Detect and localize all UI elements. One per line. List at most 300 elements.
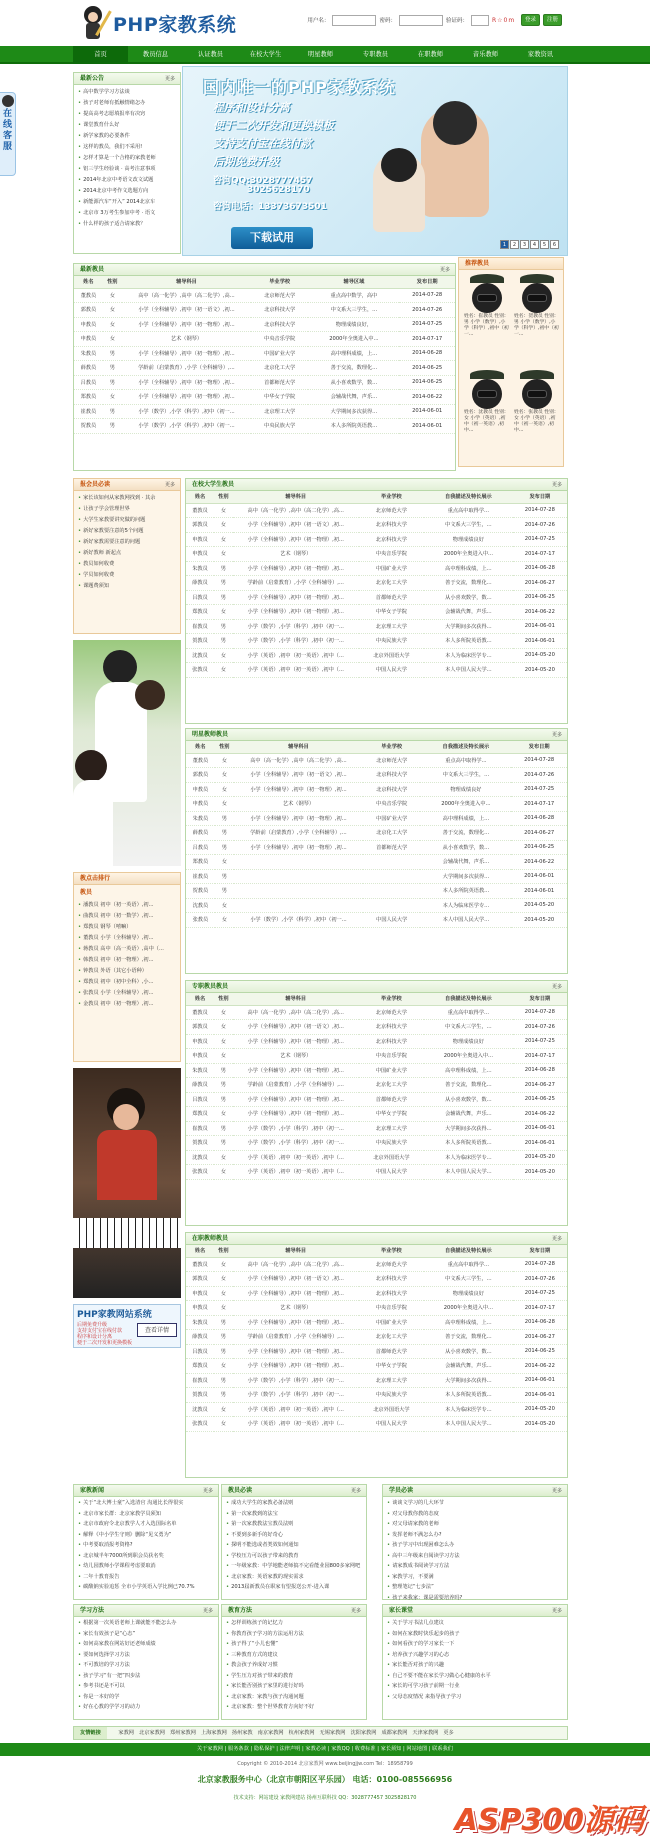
login-button[interactable]: 登录: [521, 14, 540, 26]
table-row[interactable]: [74, 346, 455, 361]
table-cell[interactable]: 董教员: [186, 1257, 214, 1272]
news-item[interactable]: • 家长的可学习孩子前期一行业: [387, 1681, 563, 1692]
table-row[interactable]: [186, 1121, 567, 1136]
newest-teachers-box: [73, 263, 456, 471]
table-cell[interactable]: 朱教员: [74, 346, 103, 361]
table-cell[interactable]: 薛教员: [186, 826, 215, 841]
table-row[interactable]: [186, 1286, 567, 1301]
nav-item-students[interactable]: 在校大学生: [249, 51, 282, 58]
news-item[interactable]: • 发挥老师不满怎么办?: [387, 1530, 563, 1541]
news-item[interactable]: • 中考要取消报考资格?: [78, 1540, 214, 1551]
table-cell[interactable]: 贺教员: [186, 634, 214, 649]
news-item[interactable]: • 北京城半年7000所到职会员获名奖: [78, 1551, 214, 1562]
table-row[interactable]: [186, 1344, 567, 1359]
nav-item-music[interactable]: 音乐教师: [472, 51, 499, 58]
table-cell[interactable]: 沈教员: [186, 1150, 214, 1165]
news-item[interactable]: • 家长能否别孩子家里的进行好吗: [226, 1681, 362, 1692]
nav-item-news[interactable]: 家教资讯: [527, 51, 554, 58]
news-item[interactable]: • 教会孩子养成好习惯: [226, 1660, 362, 1671]
banner-pager: [500, 240, 559, 249]
news-item[interactable]: • 自己不要不能在家长学习做心心健康的水平: [387, 1671, 563, 1682]
table-cell: 女: [103, 288, 122, 303]
list-item[interactable]: • 新好教师 新起点: [78, 548, 176, 559]
fulltime-more-link[interactable]: 更多: [551, 984, 562, 990]
news-item[interactable]: • 孩子来我家：课是需要培养吗?: [387, 1593, 563, 1604]
news-item[interactable]: • 要如何选择学习方法: [78, 1650, 214, 1661]
recommend-card[interactable]: [513, 274, 561, 339]
table-cell[interactable]: 薛教员: [74, 361, 103, 376]
list-item[interactable]: • 蒋教员 高中（高一英语）,高中（...: [78, 944, 176, 955]
friend-link[interactable]: 上海家教网: [200, 1730, 227, 1736]
list-item[interactable]: • 这样的教员，我们不采用!: [78, 142, 176, 153]
table-cell[interactable]: 申教员: [186, 1286, 214, 1301]
news-item[interactable]: • 学生压力对孩子带来的教育: [226, 1671, 362, 1682]
news-item[interactable]: • 如何在家教时快乐起步的孩子: [387, 1629, 563, 1640]
table-cell: 2000年全奥进入中...: [424, 1301, 513, 1316]
table-cell[interactable]: 吕教员: [186, 1092, 214, 1107]
list-item[interactable]: • 大学生家教要讲究做的问题: [78, 515, 176, 526]
nav-item-teachers[interactable]: 教员信息: [142, 51, 169, 58]
notice-more-link[interactable]: 更多: [164, 76, 175, 82]
table-cell[interactable]: 吕教员: [186, 1344, 214, 1359]
news-item[interactable]: • 你教育孩子学习的方法运用方法: [226, 1629, 362, 1640]
table-cell[interactable]: 吕教员: [186, 590, 214, 605]
table-cell[interactable]: 郭教员: [186, 518, 214, 533]
table-cell: 艺术（钢琴）: [233, 1301, 359, 1316]
news-item[interactable]: • 家教学习，不要满: [387, 1572, 563, 1583]
banner-page-button[interactable]: 4: [530, 240, 539, 249]
news-item[interactable]: • 高中三年级来自阅读学习方法: [387, 1551, 563, 1562]
avatar-icon: [472, 379, 502, 409]
news-item[interactable]: • 培养孩子兴趣学习的心态: [387, 1650, 563, 1661]
news-item[interactable]: • 碳酸钠实验追惩 全市小学英语入学比例已70.7%: [78, 1582, 214, 1593]
table-cell[interactable]: 崔教员: [186, 619, 214, 634]
table-row[interactable]: [186, 1107, 567, 1122]
table-row[interactable]: [186, 518, 567, 533]
table-cell[interactable]: 郑教员: [186, 605, 214, 620]
table-row[interactable]: [186, 648, 567, 663]
list-item[interactable]: • 潘教员 初中（初一英语）,初...: [78, 900, 176, 911]
table-cell: 2014-06-28: [513, 1315, 567, 1330]
list-item[interactable]: • 郑教员 钢琴（嘻嘛）: [78, 922, 176, 933]
news-item[interactable]: • 关于“北大博士童”入选清官 沟通比长得很实: [78, 1498, 214, 1509]
list-item[interactable]: • 北京市 3万考生参加中考 · 语文: [78, 208, 176, 219]
news-more-link[interactable]: 更多: [202, 1488, 213, 1494]
banner-page-button[interactable]: 6: [550, 240, 559, 249]
table-row[interactable]: [186, 1388, 567, 1403]
table-cell[interactable]: 崔教员: [186, 1373, 214, 1388]
table-cell[interactable]: 张教员: [186, 913, 215, 928]
table-row[interactable]: [186, 663, 567, 678]
table-row[interactable]: [186, 532, 567, 547]
table-cell: 高中理科成绩，上...: [420, 811, 511, 826]
table-cell: 北京科技大学: [359, 1034, 424, 1049]
table-cell: 高中（高一化学）,高中（高二化学）,高...: [233, 1257, 359, 1272]
recommend-box: [458, 257, 564, 467]
news-more-link[interactable]: 更多: [350, 1608, 361, 1614]
password-input[interactable]: [399, 15, 443, 26]
table-cell[interactable]: 郑教员: [186, 1107, 214, 1122]
table-cell[interactable]: 贺教员: [186, 1136, 214, 1151]
table-cell: 男: [214, 561, 233, 576]
list-item[interactable]: • 张教员 小学（全科辅导）,初...: [78, 988, 176, 999]
table-cell: 女: [214, 1107, 233, 1122]
table-cell[interactable]: 申教员: [186, 797, 215, 812]
list-item[interactable]: • 课题费须知: [78, 581, 176, 592]
table-cell[interactable]: 申教员: [186, 1034, 214, 1049]
table-cell: 2014-07-26: [511, 768, 567, 783]
table-cell[interactable]: 崔教员: [74, 404, 103, 419]
list-item[interactable]: • 金教员 初中（初一物理）,初...: [78, 999, 176, 1010]
table-cell: 2014-06-01: [513, 1373, 567, 1388]
friend-link[interactable]: 天津家教网: [412, 1730, 439, 1736]
campus-more-link[interactable]: 更多: [551, 482, 562, 488]
nav-item-home[interactable]: 首页: [73, 46, 128, 64]
table-cell[interactable]: 朱教员: [186, 1315, 214, 1330]
table-cell[interactable]: 郑教员: [186, 855, 215, 870]
table-row[interactable]: [74, 361, 455, 376]
table-cell[interactable]: 郭教员: [186, 768, 215, 783]
incumbent-teachers-box: [185, 1232, 568, 1478]
news-item[interactable]: • 你是一本好的学: [78, 1692, 214, 1703]
news-item[interactable]: • 家长有效孩子是“心态”: [78, 1629, 214, 1640]
news-box-title: 教员必读: [228, 1487, 253, 1494]
news-item[interactable]: • 解释《中小学生守则》删除“见义勇为”: [78, 1530, 214, 1541]
table-row[interactable]: [186, 1034, 567, 1049]
news-item[interactable]: • 北京市政府令北京教学人才入选国际名单: [78, 1519, 214, 1530]
table-cell[interactable]: 贺教员: [186, 884, 215, 899]
table-row[interactable]: [186, 1417, 567, 1432]
recommend-card[interactable]: [513, 370, 561, 435]
list-item[interactable]: • 孩子对老师有抵触情绪怎办: [78, 98, 176, 109]
table-cell[interactable]: 郑教员: [74, 390, 103, 405]
table-row[interactable]: [186, 797, 567, 812]
table-row[interactable]: [186, 1063, 567, 1078]
table-cell[interactable]: 申教员: [74, 317, 103, 332]
news-item[interactable]: • 不要到多新手的好奇心: [226, 1530, 362, 1541]
username-input[interactable]: [332, 15, 376, 26]
table-row[interactable]: [74, 303, 455, 318]
table-cell: 小学（数学）,小学（科学）,初中（初一...: [234, 913, 363, 928]
news-item[interactable]: • 北京家教：整个世界教育方向好不好: [226, 1702, 362, 1713]
news-item[interactable]: • 参考书还是不可以: [78, 1681, 214, 1692]
table-cell: 女: [215, 768, 234, 783]
table-cell[interactable]: 朱教员: [186, 811, 215, 826]
table-cell[interactable]: 沈教员: [186, 898, 215, 913]
nav-item-incumbent[interactable]: 在职教师: [417, 51, 444, 58]
table-cell[interactable]: 申教员: [74, 332, 103, 347]
nav-item-star[interactable]: 明星教师: [307, 51, 334, 58]
table-row[interactable]: [186, 576, 567, 591]
table-cell[interactable]: 崔教员: [186, 1121, 214, 1136]
footer-nav[interactable]: 关于家教网 | 服务条款 | 隐私保护 | 法律声明 | 家教必读 | 家教QQ | 收费标准 | 家长须知 | 网站地图 | 联系我们: [0, 1743, 650, 1756]
table-cell: 小学（全科辅导）,初中（初一物理）,初...: [234, 811, 363, 826]
list-item[interactable]: • 新好家教需要注意的问题: [78, 537, 176, 548]
table-cell[interactable]: 郭教员: [74, 303, 103, 318]
register-button[interactable]: 注册: [543, 14, 562, 26]
table-cell[interactable]: 朱教员: [186, 1063, 214, 1078]
friend-link[interactable]: 郑州家教网: [169, 1730, 196, 1736]
table-row[interactable]: [186, 1078, 567, 1093]
list-item[interactable]: • 教员如何收费: [78, 559, 176, 570]
must-read-more-link[interactable]: 更多: [164, 482, 175, 488]
table-row[interactable]: [186, 1330, 567, 1345]
table-cell: 北京化工大学: [359, 1078, 424, 1093]
logo-text[interactable]: PHP家教系统: [113, 14, 237, 36]
table-row[interactable]: [74, 419, 455, 434]
table-cell: 重点高中取得学...: [424, 1005, 513, 1020]
news-item[interactable]: • 对父母请家教的老师: [387, 1519, 563, 1530]
news-item[interactable]: • 二年十教育报告: [78, 1572, 214, 1583]
table-row[interactable]: [186, 826, 567, 841]
friend-link[interactable]: 家教网: [118, 1730, 134, 1736]
news-more-link[interactable]: 更多: [202, 1608, 213, 1614]
table-cell: 男: [215, 811, 234, 826]
ad-detail-button[interactable]: 查看详情: [137, 1323, 177, 1337]
table-cell[interactable]: 沈教员: [186, 1402, 214, 1417]
table-row[interactable]: [186, 1272, 567, 1287]
table-cell: 首都师范大学: [363, 840, 420, 855]
table-row[interactable]: [186, 753, 567, 768]
table-row[interactable]: [186, 1049, 567, 1064]
table-cell[interactable]: 沈教员: [186, 648, 214, 663]
news-item[interactable]: • 如何高家教在网站好还老师成绩: [78, 1639, 214, 1650]
table-row[interactable]: [74, 332, 455, 347]
news-item[interactable]: • 北京家教：家教与孩子沟通问题: [226, 1692, 362, 1703]
table-cell[interactable]: 吕教员: [186, 840, 215, 855]
news-item[interactable]: • 如何看孩子的学习家长一下: [387, 1639, 563, 1650]
list-item[interactable]: • 曲教员 初中（初一数学）,初...: [78, 911, 176, 922]
news-more-link[interactable]: 更多: [350, 1488, 361, 1494]
download-trial-button[interactable]: 下载试用: [231, 227, 313, 249]
news-item[interactable]: • 谈谈文学习的几大环节: [387, 1498, 563, 1509]
table-cell: 男: [215, 840, 234, 855]
table-row[interactable]: [186, 1165, 567, 1180]
banner-page-button[interactable]: 1: [500, 240, 509, 249]
news-item[interactable]: • 根据第一次英语老师上课就能不能怎么办: [78, 1618, 214, 1629]
ad-line-3: 程序和设计分离: [77, 1334, 113, 1340]
banner-page-button[interactable]: 2: [510, 240, 519, 249]
table-row[interactable]: [186, 1136, 567, 1151]
list-item[interactable]: • 让孩子学会管理世界: [78, 504, 176, 515]
table-cell[interactable]: 董教员: [74, 288, 103, 303]
table-cell: 2014-05-20: [513, 1402, 567, 1417]
incumbent-more-link[interactable]: 更多: [551, 1236, 562, 1242]
table-cell[interactable]: 张教员: [186, 1165, 214, 1180]
list-item[interactable]: • 2014年北京中考语文改文试题: [78, 175, 176, 186]
news-item[interactable]: • 探明不能选或者类效如何通知: [226, 1540, 362, 1551]
table-cell[interactable]: 吕教员: [74, 375, 103, 390]
list-item[interactable]: • 新学家教的必要条件: [78, 131, 176, 142]
table-cell[interactable]: 申教员: [186, 782, 215, 797]
table-row[interactable]: [186, 884, 567, 899]
friend-link[interactable]: 沈阳家教网: [350, 1730, 377, 1736]
news-item[interactable]: • 2013届新教员在职家有望报送公开-进入课: [226, 1582, 362, 1593]
news-box-title: 学员必读: [389, 1487, 414, 1494]
news-item[interactable]: • 不可教培的学习方法: [78, 1660, 214, 1671]
banner-page-button[interactable]: 5: [540, 240, 549, 249]
list-item[interactable]: • 铝三学生经验谈 · 高考注意事项: [78, 164, 176, 175]
news-item[interactable]: • 北京家教：英语家教的现实需求: [226, 1572, 362, 1583]
table-cell[interactable]: 郭教员: [186, 1020, 214, 1035]
table-cell[interactable]: 郑教员: [186, 1359, 214, 1374]
table-cell: 本人中国人民大学...: [420, 913, 511, 928]
friend-link[interactable]: 扬州家教: [231, 1730, 253, 1736]
table-cell[interactable]: 申教员: [186, 547, 214, 562]
newest-more-link[interactable]: 更多: [439, 267, 450, 273]
table-cell[interactable]: 郭教员: [186, 1272, 214, 1287]
star-more-link[interactable]: 更多: [551, 732, 562, 738]
table-row[interactable]: [186, 1257, 567, 1272]
table-cell: 重点高中取得学...: [420, 753, 511, 768]
table-row[interactable]: [186, 840, 567, 855]
table-row[interactable]: [186, 782, 567, 797]
news-item[interactable]: • 请家教成书阅读学习方法: [387, 1561, 563, 1572]
table-row[interactable]: [186, 590, 567, 605]
username-label: 用户名：: [307, 18, 330, 24]
list-item[interactable]: • 新能源汽车“开入” 2014北京车: [78, 197, 176, 208]
list-item[interactable]: • 韩教员 初中（初一物理）,初...: [78, 955, 176, 966]
list-item[interactable]: • 提高高考志愿填报率有决窍: [78, 109, 176, 120]
table-cell[interactable]: 董教员: [186, 1005, 214, 1020]
list-item[interactable]: • 高中数学学习方法谈: [78, 87, 176, 98]
table-row[interactable]: [186, 1359, 567, 1374]
table-cell: 女: [214, 1359, 233, 1374]
table-row[interactable]: [186, 1092, 567, 1107]
captcha-input[interactable]: [471, 15, 489, 26]
table-cell[interactable]: 张教员: [186, 663, 214, 678]
table-row[interactable]: [186, 547, 567, 562]
table-cell[interactable]: 申教员: [186, 1301, 214, 1316]
table-row[interactable]: [186, 634, 567, 649]
table-cell: 男: [214, 1330, 233, 1345]
table-row[interactable]: [186, 855, 567, 870]
news-item[interactable]: • 孩子学习“有一把”四步法: [78, 1671, 214, 1682]
news-item[interactable]: • 一年级家教：中学地能老师搞不完看能业园800多家网吧: [226, 1561, 362, 1572]
table-row[interactable]: [186, 1373, 567, 1388]
table-row[interactable]: [186, 561, 567, 576]
friend-link[interactable]: 杭州家教网: [288, 1730, 315, 1736]
news-item[interactable]: • 孩子得了“小儿也懂”: [226, 1639, 362, 1650]
news-item[interactable]: • 好在心教的学学习的动力: [78, 1702, 214, 1713]
friend-link[interactable]: 成都家教网: [381, 1730, 408, 1736]
list-item[interactable]: • 家长该如何从家教网找到 · 其余: [78, 493, 176, 504]
news-item[interactable]: • 怎样训练孩子的记忆力: [226, 1618, 362, 1629]
table-cell[interactable]: 薛教员: [186, 576, 214, 591]
list-item[interactable]: • 2014北京中考作文选题方向: [78, 186, 176, 197]
list-item[interactable]: • 学员如何收费: [78, 570, 176, 581]
news-item[interactable]: • 三种教育方式的建议: [226, 1650, 362, 1661]
table-row[interactable]: [186, 503, 567, 518]
friend-link[interactable]: 更多: [443, 1730, 454, 1736]
table-cell[interactable]: 张教员: [186, 1417, 214, 1432]
table-row[interactable]: [74, 404, 455, 419]
captcha-image[interactable]: R☆0m: [491, 16, 516, 24]
table-cell: 2014-07-26: [513, 518, 567, 533]
table-row[interactable]: [186, 1402, 567, 1417]
table-cell[interactable]: 申教员: [186, 1049, 214, 1064]
table-cell[interactable]: 贺教员: [186, 1388, 214, 1403]
list-item[interactable]: • 郑教员 初中（初中全科）,小...: [78, 977, 176, 988]
news-item[interactable]: • 对父母教你教的态度: [387, 1509, 563, 1520]
system-ad[interactable]: [73, 1304, 181, 1348]
list-item[interactable]: • 新好家教要注意的5个问题: [78, 526, 176, 537]
table-row[interactable]: [186, 1315, 567, 1330]
news-item[interactable]: • 家长能否对孩子的兴趣: [387, 1660, 563, 1671]
table-row[interactable]: [186, 869, 567, 884]
news-item[interactable]: • 第一次家教到的法宝: [226, 1509, 362, 1520]
recommend-card[interactable]: [463, 274, 511, 339]
table-row[interactable]: [186, 605, 567, 620]
news-item[interactable]: • 父母态度情况 来指导孩子学习: [387, 1692, 563, 1703]
table-cell[interactable]: 崔教员: [186, 869, 215, 884]
nav-item-certified[interactable]: 认证教员: [197, 51, 224, 58]
table-cell[interactable]: 朱教员: [186, 561, 214, 576]
news-item[interactable]: • 整理笔记“七步法”: [387, 1582, 563, 1593]
list-item[interactable]: • 钟教员 外语（其它小语种）: [78, 966, 176, 977]
news-more-link[interactable]: 更多: [551, 1488, 562, 1494]
table-cell: 大学期间多次获得...: [424, 1373, 513, 1388]
table-cell[interactable]: 申教员: [186, 532, 214, 547]
friend-link[interactable]: 无锡家教网: [319, 1730, 346, 1736]
table-row[interactable]: [74, 288, 455, 303]
news-item[interactable]: • 成功大学生的家教必备法则: [226, 1498, 362, 1509]
table-row[interactable]: [186, 811, 567, 826]
banner-page-button[interactable]: 3: [520, 240, 529, 249]
list-item[interactable]: • 课堂教育什么好: [78, 120, 176, 131]
friend-link[interactable]: 北京家教网: [139, 1730, 165, 1736]
news-more-link[interactable]: 更多: [551, 1608, 562, 1614]
list-item[interactable]: • 怎样才算是一个合格的家教老师: [78, 153, 176, 164]
table-cell: 2014-06-01: [511, 869, 567, 884]
recommend-card[interactable]: [463, 370, 511, 435]
table-row[interactable]: [186, 768, 567, 783]
news-item[interactable]: • 孩子学习中出现困难怎么办: [387, 1540, 563, 1551]
table-row[interactable]: [74, 390, 455, 405]
news-item[interactable]: • 幼儿园教师小学课程考虑要取消: [78, 1561, 214, 1572]
table-row[interactable]: [186, 1020, 567, 1035]
list-item[interactable]: • 什么样的孩子适合请家教？: [78, 219, 176, 230]
table-row[interactable]: [186, 913, 567, 928]
table-header: 毕业学校: [359, 993, 424, 1005]
table-row[interactable]: [186, 1150, 567, 1165]
table-cell[interactable]: 贺教员: [74, 419, 103, 434]
table-cell[interactable]: 薛教员: [186, 1078, 214, 1093]
table-row[interactable]: [74, 375, 455, 390]
friend-link[interactable]: 南京家教网: [257, 1730, 284, 1736]
table-row[interactable]: [74, 317, 455, 332]
news-item[interactable]: • 北京市家长群：北京家教学员须知: [78, 1509, 214, 1520]
table-cell: 大学期间多次获得...: [424, 1121, 513, 1136]
table-cell[interactable]: 薛教员: [186, 1330, 214, 1345]
nav-item-fulltime[interactable]: 专职教员: [362, 51, 389, 58]
online-service-float[interactable]: [0, 92, 16, 176]
news-item[interactable]: • 学校压力可以孩子带来的教育: [226, 1551, 362, 1562]
list-item[interactable]: • 董教员 小学（全科辅导）,初...: [78, 933, 176, 944]
news-item[interactable]: • 第一次家教教法宝教员法则: [226, 1519, 362, 1530]
table-row[interactable]: [186, 619, 567, 634]
table-header: 姓名: [186, 993, 214, 1005]
hero-banner[interactable]: [182, 66, 568, 256]
table-row[interactable]: [186, 1005, 567, 1020]
table-cell: 小学（全科辅导）,初中（初一物理）,初...: [122, 375, 251, 390]
table-cell[interactable]: 董教员: [186, 753, 215, 768]
table-cell[interactable]: 董教员: [186, 503, 214, 518]
table-row[interactable]: [186, 1301, 567, 1316]
news-item[interactable]: • 关于学习书法几点建议: [387, 1618, 563, 1629]
table-cell: 女: [214, 1020, 233, 1035]
table-row[interactable]: [186, 898, 567, 913]
